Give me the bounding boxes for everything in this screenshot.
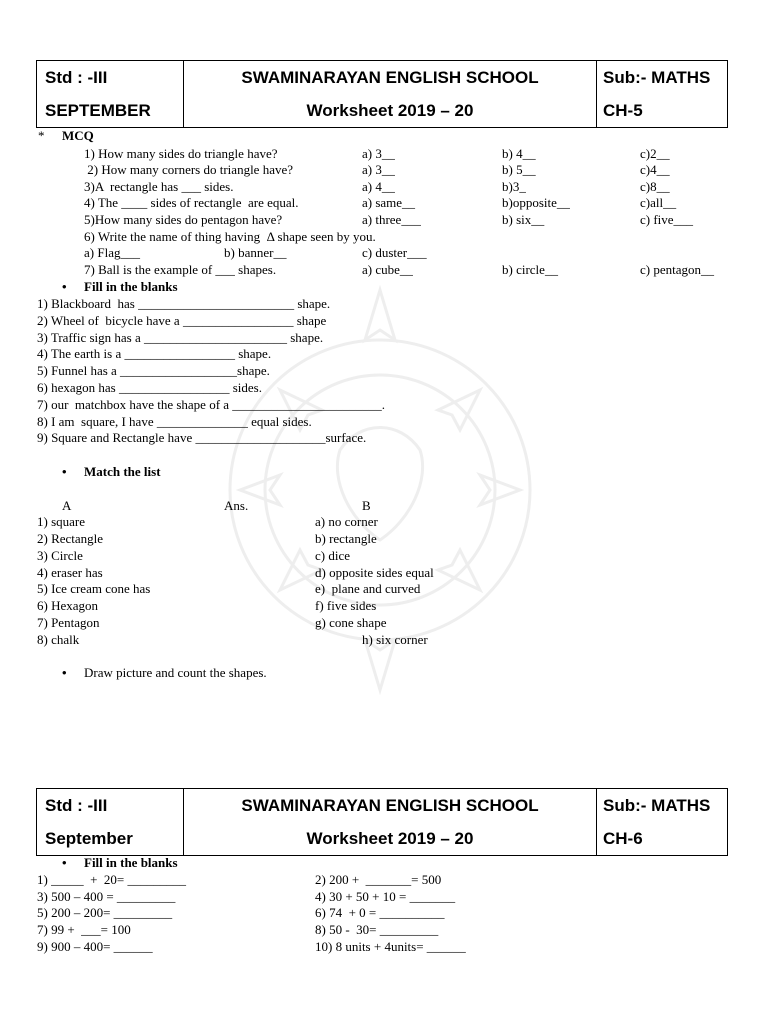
mcq-option-a: a) cube__	[362, 262, 413, 277]
sum-item: 9) 900 – 400= ______	[37, 939, 153, 954]
match-right-item: a) no corner	[315, 514, 378, 529]
sum-item: 8) 50 - 30= _________	[315, 922, 439, 937]
mcq-option-a: a) 3__	[362, 146, 395, 161]
month-label: September	[45, 829, 133, 848]
mcq-question: 1) How many sides do triangle have?	[84, 146, 278, 161]
subject-label: Sub:- MATHS	[603, 796, 711, 815]
sum-item: 5) 200 – 200= _________	[37, 905, 173, 920]
chapter-label: CH-5	[603, 101, 643, 120]
match-right-item: b) rectangle	[315, 531, 377, 546]
school-name: SWAMINARAYAN ENGLISH SCHOOL	[241, 796, 539, 815]
std-label: Std : -III	[45, 68, 108, 87]
mcq-option-a: a) 3__	[362, 162, 395, 177]
mcq-option-c: c)2__	[640, 146, 670, 161]
draw-instruction: • Draw picture and count the shapes.	[84, 665, 267, 681]
mcq-option-c: c)4__	[640, 162, 670, 177]
match-left-item: 7) Pentagon	[37, 615, 100, 630]
sum-item: 6) 74 + 0 = __________	[315, 905, 445, 920]
worksheet-year: Worksheet 2019 – 20	[306, 829, 474, 848]
fill-blank-item: 4) The earth is a _________________ shape.	[37, 346, 272, 361]
match-left-item: 5) Ice cream cone has	[37, 581, 151, 596]
mcq-option-b: b) six__	[502, 212, 545, 227]
fill-blank-item: 3) Traffic sign has a ______________________ shape.	[37, 330, 324, 345]
fill-blank-item: 5) Funnel has a __________________shape.	[37, 363, 270, 378]
mcq-option-c: c)8__	[640, 179, 670, 194]
mcq-option-a: a) three___	[362, 212, 421, 227]
mcq-option-b: b) 5__	[502, 162, 536, 177]
month-label: SEPTEMBER	[45, 101, 151, 120]
mcq-option-b: b) circle__	[502, 262, 558, 277]
match-right-item: g) cone shape	[315, 615, 387, 630]
match-left-item: 1) square	[37, 514, 86, 529]
mcq-star: *	[38, 128, 45, 143]
sum-item: 10) 8 units + 4units= ______	[315, 939, 466, 954]
fill-blank-item: 1) Blackboard has ________________________ shape.	[37, 296, 331, 311]
fill-blanks-title: • Fill in the blanks	[84, 855, 178, 871]
mcq-option-b: b) 4__	[502, 146, 536, 161]
match-right-item: d) opposite sides equal	[315, 565, 434, 580]
worksheet-2-header	[36, 788, 728, 856]
fill-blank-item: 2) Wheel of bicycle have a _________________ shape	[37, 313, 327, 328]
match-col-a: A	[62, 498, 72, 513]
sum-item: 7) 99 + ___= 100	[37, 922, 131, 937]
mcq-option-c: c)all__	[640, 195, 677, 210]
match-left-item: 8) chalk	[37, 632, 80, 647]
subject-label: Sub:- MATHS	[603, 68, 711, 87]
mcq-option-a: a) 4__	[362, 179, 395, 194]
match-right-item: h) six corner	[362, 632, 428, 647]
sum-item: 3) 500 – 400 = _________	[37, 889, 176, 904]
match-col-ans: Ans.	[224, 498, 249, 513]
worksheet-year: Worksheet 2019 – 20	[306, 101, 474, 120]
mcq-option-c: c) five___	[640, 212, 694, 227]
mcq-question: 5)How many sides do pentagon have?	[84, 212, 283, 227]
sum-item: 1) _____ + 20= _________	[37, 872, 186, 887]
match-right-item: c) dice	[315, 548, 351, 563]
match-col-b: B	[362, 498, 371, 513]
mcq-question: 3)A rectangle has ___ sides.	[84, 179, 234, 194]
match-left-item: 3) Circle	[37, 548, 83, 563]
sum-item: 2) 200 + _______= 500	[315, 872, 442, 887]
match-title: • Match the list	[84, 464, 161, 480]
fill-blank-item: 6) hexagon has _________________ sides.	[37, 380, 262, 395]
match-right-item: f) five sides	[315, 598, 377, 613]
mcq-option-b: b)3_	[502, 179, 526, 194]
mcq-option-c: c) pentagon__	[640, 262, 715, 277]
std-label: Std : -III	[45, 796, 108, 815]
school-name: SWAMINARAYAN ENGLISH SCHOOL	[241, 68, 539, 87]
mcq-option-c: c) duster___	[362, 245, 427, 260]
fill-blank-item: 9) Square and Rectangle have ____________________surface.	[37, 430, 367, 445]
fill-blanks-title: • Fill in the blanks	[84, 279, 178, 295]
fill-blank-item: 7) our matchbox have the shape of a _______________________.	[37, 397, 386, 412]
sum-item: 4) 30 + 50 + 10 = _______	[315, 889, 456, 904]
worksheet-1-header	[36, 60, 728, 128]
fill-blank-item: 8) I am square, I have ______________ equal sides.	[37, 414, 312, 429]
mcq-question: 6) Write the name of thing having Δ shape seen by you.	[84, 229, 376, 244]
mcq-question: 7) Ball is the example of ___ shapes.	[84, 262, 277, 277]
match-left-item: 4) eraser has	[37, 565, 103, 580]
chapter-label: CH-6	[603, 829, 643, 848]
match-left-item: 2) Rectangle	[37, 531, 104, 546]
mcq-title: MCQ	[62, 128, 94, 143]
mcq-option-a: a) same__	[362, 195, 416, 210]
mcq-option-b: b) banner__	[224, 245, 287, 260]
mcq-question: 4) The ____ sides of rectangle are equal.	[84, 195, 299, 210]
match-left-item: 6) Hexagon	[37, 598, 99, 613]
mcq-option-a: a) Flag___	[84, 245, 140, 260]
mcq-question: 2) How many corners do triangle have?	[84, 162, 294, 177]
mcq-option-b: b)opposite__	[502, 195, 570, 210]
match-right-item: e) plane and curved	[315, 581, 421, 596]
